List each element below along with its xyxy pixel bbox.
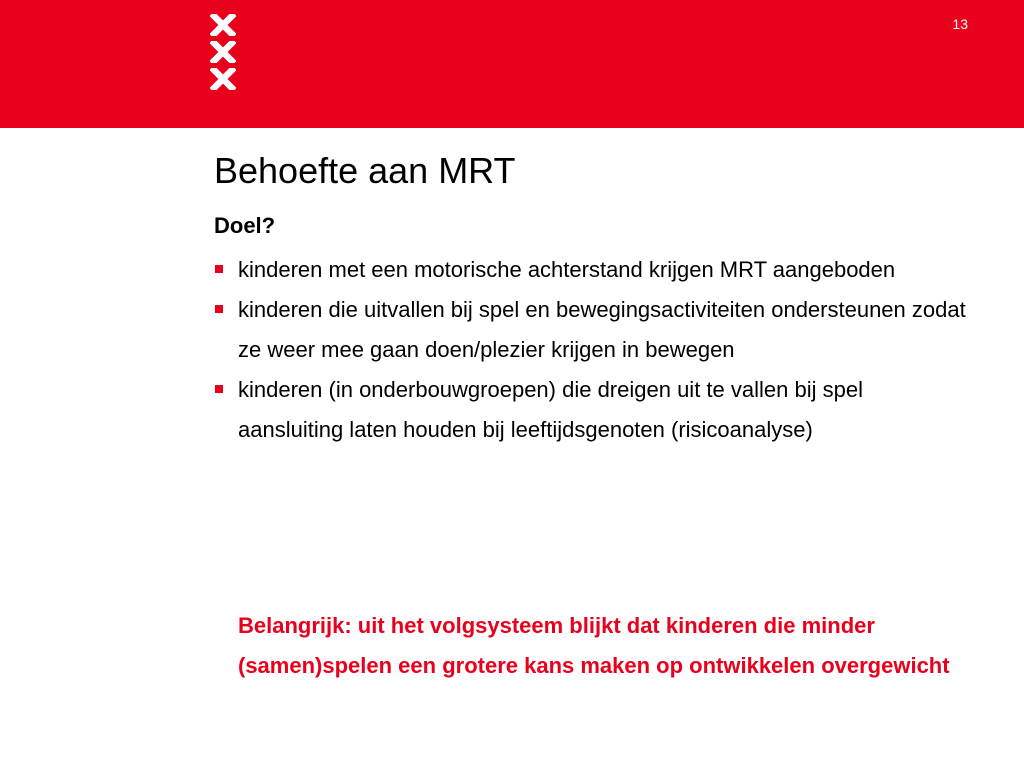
- square-bullet-icon: [215, 265, 223, 273]
- page-number: 13: [952, 16, 968, 32]
- slide-title: Behoefte aan MRT: [214, 150, 516, 191]
- cross-icon: [210, 14, 236, 36]
- square-bullet-icon: [215, 305, 223, 313]
- bullet-text: kinderen die uitvallen bij spel en bewegingsactiviteiten ondersteunen zodat ze weer mee gaan doen/plezier krijgen in bewegen: [238, 297, 966, 362]
- bullet-text: kinderen (in onderbouwgroepen) die dreigen uit te vallen bij spel aansluiting laten houden bij leeftijdsgenoten (risicoanalyse): [238, 377, 863, 442]
- cross-icon: [210, 68, 236, 90]
- header-band: [0, 0, 1024, 128]
- bullet-item: [214, 250, 974, 290]
- amsterdam-xxx-icon: [210, 14, 236, 90]
- bullet-text: kinderen met een motorische achterstand krijgen MRT aangeboden: [238, 257, 896, 282]
- bullet-item: [214, 370, 974, 450]
- cross-icon: [210, 41, 236, 63]
- bullet-list: [214, 250, 974, 450]
- slide-subtitle: Doel?: [214, 213, 276, 238]
- bullet-item: [214, 290, 974, 370]
- square-bullet-icon: [215, 385, 223, 393]
- important-note: Belangrijk: uit het volgsysteem blijkt dat kinderen die minder (samen)spelen een grotere kans maken op ontwikkelen overgewicht: [238, 613, 950, 678]
